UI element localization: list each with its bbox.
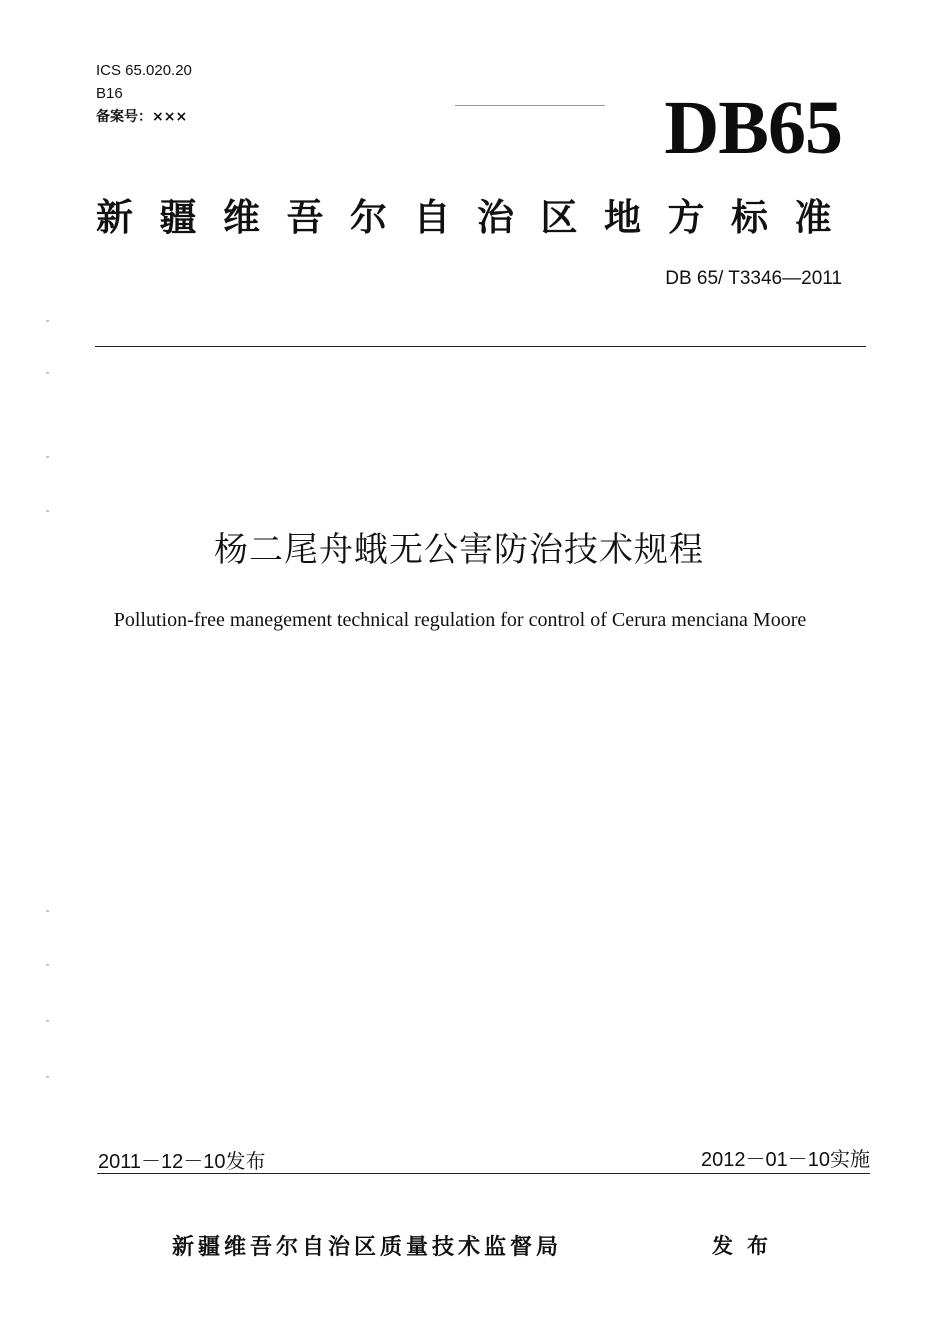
scan-speck [46,910,49,912]
implement-date: 2012－01－10实施 [701,1149,870,1171]
scan-speck [46,456,49,458]
scan-speck [46,320,49,322]
filing-number: 备案号：××× [96,109,188,125]
standard-type-title: 新疆维吾尔自治区地方标准 [96,196,858,239]
scan-speck [46,510,49,512]
category-code: B16 [96,85,123,102]
scan-speck [46,372,49,374]
scan-speck [46,1076,49,1078]
issue-action: 发布 [712,1234,782,1258]
ics-code: ICS 65.020.20 [96,62,192,79]
publish-date: 2011－12－10发布 [98,1151,266,1173]
standard-number: DB 65/ T3346—2011 [665,268,842,289]
bottom-divider [97,1173,870,1174]
document-title-zh: 杨二尾舟蛾无公害防治技术规程 [214,530,704,570]
document-title-en: Pollution-free manegement technical regulation for control of Cerura menciana Moore [113,609,807,631]
issuing-authority: 新疆维吾尔自治区质量技术监督局 [172,1235,563,1260]
top-divider [95,346,866,347]
scan-speck [46,964,49,966]
logo-underline [455,105,605,106]
scan-speck [46,1020,49,1022]
standard-logo: DB65 [664,86,842,170]
